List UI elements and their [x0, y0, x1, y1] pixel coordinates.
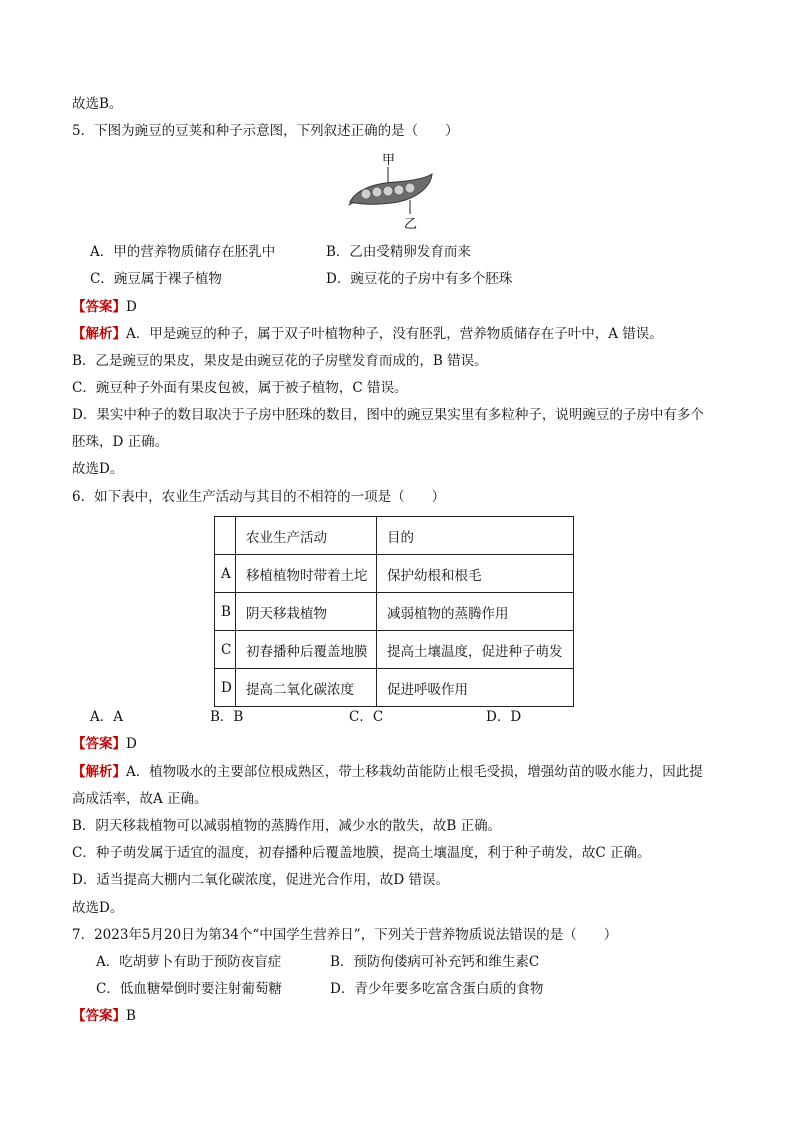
q5-analysis-line-3: C．豌豆种子外面有果皮包被，属于被子植物，C 错误。 [72, 380, 408, 396]
answer-value: B [126, 1008, 136, 1024]
q7-option-d: D．青少年要多吃富含蛋白质的食物 [330, 981, 544, 997]
q5-option-c: C．豌豆属于裸子植物 [90, 271, 222, 287]
table-row: A 移植植物时带着土坨 保护幼根和根毛 [215, 555, 574, 593]
table-row: B 阴天移栽植物 减弱植物的蒸腾作用 [215, 593, 574, 631]
q5-analysis-line-5: 胚珠，D 正确。 [72, 434, 169, 450]
q7-option-c: C．低血糖晕倒时要注射葡萄糖 [96, 981, 282, 997]
answer-value: D [126, 299, 137, 315]
q6-analysis-line-1: 【解析】A．植物吸水的主要部位根成熟区，带土移栽幼苗能防止根毛受损，增强幼苗的吸水能力，因此提 [72, 764, 703, 780]
q6-analysis-line-5: D．适当提高大棚内二氧化碳浓度，促进光合作用，故D 错误。 [72, 872, 449, 888]
q6-conclusion: 故选D。 [72, 900, 124, 916]
figure-label-bottom: 乙 [404, 217, 418, 230]
q5-analysis-line-4: D．果实中种子的数目取决于子房中胚珠的数目，图中的豌豆果实里有多粒种子，说明豌豆的子房中有多个 [72, 407, 704, 423]
q6-option-a: A．A [90, 709, 123, 725]
q7-answer [72, 1006, 136, 1026]
q5-option-d: D．豌豆花的子房中有多个胚珠 [326, 271, 513, 287]
q5-stem: 5．下图为豌豆的豆荚和种子示意图，下列叙述正确的是（ ） [72, 123, 459, 139]
q6-answer [72, 734, 137, 754]
q6-option-c: C．C [349, 709, 384, 725]
figure-label-top: 甲 [382, 153, 396, 168]
pea-pod-figure [346, 150, 436, 230]
q7-option-a: A．吃胡萝卜有助于预防夜盲症 [96, 954, 282, 970]
analysis-tag: 【解析】 [72, 764, 126, 780]
q6-stem: 6．如下表中，农业生产活动与其目的不相符的一项是（ ） [72, 489, 446, 505]
q6-table [214, 516, 574, 707]
q5-answer [72, 297, 137, 317]
q5-option-a: A．甲的营养物质储存在胚乳中 [90, 244, 276, 260]
table-header-row [215, 517, 574, 555]
q5-analysis-line-1: 【解析】A．甲是豌豆的种子，属于双子叶植物种子，没有胚乳，营养物质储存在子叶中，A 错误。 [72, 326, 663, 342]
header-activity: 农业生产活动 [236, 517, 377, 555]
q5-analysis-line-2: B．乙是豌豆的果皮，果皮是由豌豆花的子房壁发育而成的，B 错误。 [72, 353, 488, 369]
q7-option-b: B．预防佝偻病可补充钙和维生素C [330, 954, 540, 970]
answer-tag: 【答案】 [72, 1008, 126, 1024]
q6-option-b: B．B [210, 709, 244, 725]
answer-value: D [126, 736, 137, 752]
answer-tag: 【答案】 [72, 299, 126, 315]
header-purpose: 目的 [377, 517, 574, 555]
analysis-tag: 【解析】 [72, 326, 126, 342]
previous-conclusion: 故选B。 [72, 96, 123, 112]
table-row: D 提高二氧化碳浓度 促进呼吸作用 [215, 669, 574, 707]
q6-option-d: D．D [486, 709, 522, 725]
q6-analysis-line-2: 高成活率，故A 正确。 [72, 791, 208, 807]
q6-analysis-line-3: B．阴天移栽植物可以减弱植物的蒸腾作用，减少水的散失，故B 正确。 [72, 818, 502, 834]
q5-conclusion: 故选D。 [72, 461, 124, 477]
q5-option-b: B．乙由受精卵发育而来 [326, 244, 471, 260]
q7-stem: 7．2023年5月20日为第34个“中国学生营养日”，下列关于营养物质说法错误的是（ ） [72, 927, 618, 943]
q6-analysis-line-4: C．种子萌发属于适宜的温度，初春播种后覆盖地膜，提高土壤温度，利于种子萌发，故C 正确。 [72, 845, 651, 861]
answer-tag: 【答案】 [72, 736, 126, 752]
table-row: C 初春播种后覆盖地膜 提高土壤温度，促进种子萌发 [215, 631, 574, 669]
